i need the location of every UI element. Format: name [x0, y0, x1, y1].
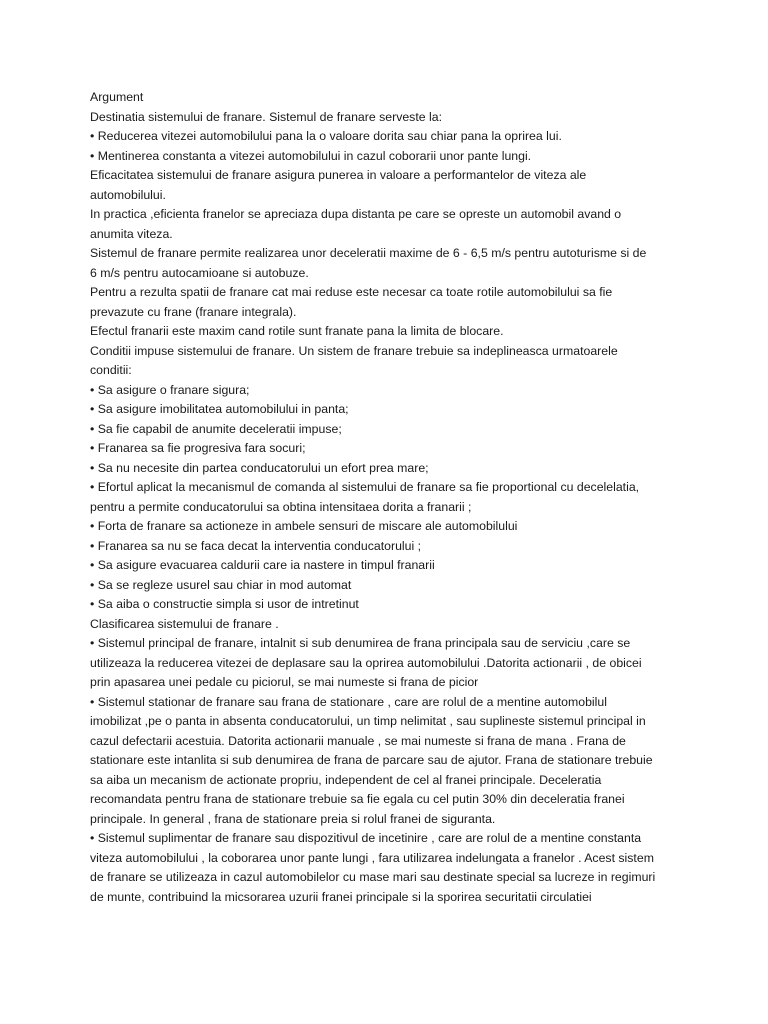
bullet-line: • Efortul aplicat la mecanismul de comanda al sistemului de franare sa fie proportional cu decelelatia, [90, 480, 640, 494]
bullet-line: • Forta de franare sa actioneze in ambele sensuri de miscare ale automobilului [90, 519, 518, 533]
section-clasificarea: Clasificarea sistemului de franare . [90, 616, 279, 631]
text-line: Eficacitatea sistemului de franare asigura punerea in valoare a performantelor de viteza ale [90, 168, 587, 182]
text-line: imobilizat ,pe o panta in absenta conducatorului, un timp nelimitat , sau suplineste sistemul principal in [90, 714, 646, 728]
text-line: stationare este intanlita si sub denumirea de frana de parcare sau de ajutor. Frana de stationare trebuie [90, 753, 653, 767]
bullet-line: • Franarea sa nu se faca decat la interventia conducatorului ; [90, 538, 422, 553]
text-line: 6 m/s pentru autocamioane si autobuze. [90, 265, 309, 280]
bullet-line: • Reducerea vitezei automobilului pana la o valoare dorita sau chiar pana la oprirea lui. [90, 129, 562, 143]
bullet-line: • Sa fie capabil de anumite deceleratii impuse; [90, 421, 342, 436]
bullet-line: • Sa asigure o franare sigura; [90, 382, 250, 397]
bullet-line: • Sa asigure evacuarea caldurii care ia nastere in timpul franarii [90, 558, 435, 572]
bullet-line: • Sa se regleze usurel sau chiar in mod automat [90, 577, 352, 592]
bullet-line: • Sa asigure imobilitatea automobilului in panta; [90, 402, 349, 416]
text-line: utilizeaza la reducerea vitezei de deplasare sau la oprirea automobilului .Datorita actionarii , de obicei [90, 655, 642, 670]
text-line: conditii: [90, 363, 132, 377]
text-line: recomandata pentru frana de stationare trebuie sa fie egala cu cel putin 30% din deceleratia franei [90, 792, 625, 806]
text-line: prin apasarea unei pedale cu piciorul, se mai numeste si frana de picior [90, 675, 479, 689]
bullet-line: • Sistemul principal de franare, intalnit si sub denumirea de frana principala sau de serviciu ,care se [90, 636, 631, 650]
bullet-line: • Sa nu necesite din partea conducatorului un efort prea mare; [90, 460, 429, 475]
text-line: pentru a permite conducatorului sa obtina intensitaea dorita a franarii ; [90, 499, 472, 514]
text-line: prevazute cu frane (franare integrala). [90, 304, 297, 319]
text-line: cazul defectarii acestuia. Datorita actionarii manuale , se mai numeste si frana de mana . Frana de [90, 733, 626, 748]
text-line: automobilului. [90, 187, 166, 202]
text-line: anumita viteza. [90, 226, 173, 241]
text-line: de munte, contribuind la micsorarea uzurii franei principale si la sporirea securitatii circulatiei [90, 889, 592, 904]
bullet-line: • Mentinerea constanta a vitezei automobilului in cazul coborarii unor pante lungi. [90, 148, 532, 163]
text-line: principale. In general , frana de stationare preia si rolul franei de siguranta. [90, 811, 496, 826]
text-line: viteza automobilului , la coborarea unor pante lungi , fara utilizarea indelungata a franelor . Acest sistem [90, 850, 654, 865]
text-line: de franare se utilizeaza in cazul automobilelor cu mase mari sau destinate special sa lucreze in regimuri [90, 870, 656, 884]
text-line: sa aiba un mecanism de actionate propriu, independent de cel al franei principale. Deceleratia [90, 772, 602, 787]
text-line: Efectul franarii este maxim cand rotile sunt franate pana la limita de blocare. [90, 324, 504, 338]
bullet-line: • Sistemul suplimentar de franare sau dispozitivul de incetinire , care are rolul de a mentine constanta [90, 831, 642, 845]
bullet-line: • Sa aiba o constructie simpla si usor de intretinut [90, 597, 359, 611]
document-body [90, 88, 710, 907]
heading-argument: Argument [90, 90, 144, 104]
section-conditii: Conditii impuse sistemului de franare. Un sistem de franare trebuie sa indeplineasca urmatoarele [90, 343, 618, 358]
section-destinatia: Destinatia sistemului de franare. Sistemul de franare serveste la: [90, 109, 442, 124]
text-line: Sistemul de franare permite realizarea unor deceleratii maxime de 6 - 6,5 m/s pentru autoturisme si de [90, 246, 647, 260]
bullet-line: • Sistemul stationar de franare sau frana de stationare , care are rolul de a mentine automobilul [90, 694, 607, 709]
text-line: In practica ,eficienta franelor se apreciaza dupa distanta pe care se opreste un automobil avand o [90, 207, 622, 221]
bullet-line: • Franarea sa fie progresiva fara socuri; [90, 441, 306, 455]
text-line: Pentru a rezulta spatii de franare cat mai reduse este necesar ca toate rotile automobilului sa fie [90, 285, 613, 299]
